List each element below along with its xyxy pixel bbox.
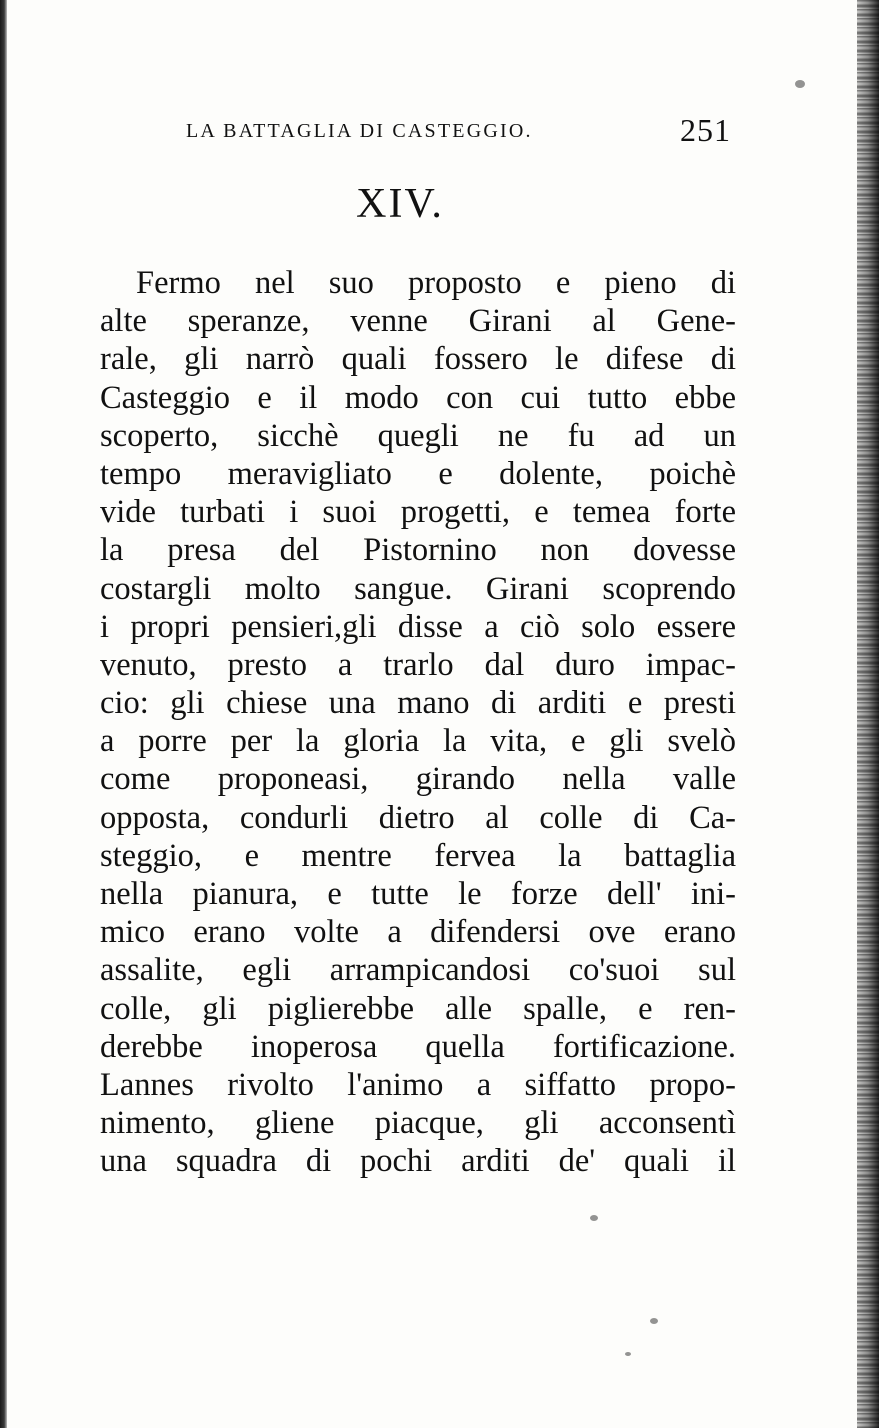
text-line: i propri pensieri,gli disse a ciò solo essere bbox=[100, 608, 736, 645]
text-line: Casteggio e il modo con cui tutto ebbe bbox=[100, 379, 736, 416]
text-line: assalite, egli arrampicandosi co'suoi sul bbox=[100, 952, 736, 989]
ink-speck bbox=[650, 1318, 658, 1324]
text-line: come proponeasi, girando nella valle bbox=[100, 761, 736, 798]
text-line: derebbe inoperosa quella fortificazione. bbox=[100, 1028, 736, 1065]
text-line: cio: gli chiese una mano di arditi e presti bbox=[100, 685, 736, 722]
body-text bbox=[100, 264, 736, 1181]
text-line: la presa del Pistornino non dovesse bbox=[100, 532, 736, 569]
text-line: colle, gli piglierebbe alle spalle, e ren- bbox=[100, 990, 736, 1027]
running-head: LA BATTAGLIA DI CASTEGGIO. bbox=[186, 120, 533, 142]
text-line: scoperto, sicchè quegli ne fu ad un bbox=[100, 417, 736, 454]
text-line: una squadra di pochi arditi de' quali il bbox=[100, 1143, 736, 1180]
text-line: venuto, presto a trarlo dal duro impac- bbox=[100, 646, 736, 683]
text-line: a porre per la gloria la vita, e gli svelò bbox=[100, 723, 736, 760]
ink-speck bbox=[590, 1215, 598, 1221]
text-line: mico erano volte a difendersi ove erano bbox=[100, 914, 736, 951]
text-line: tempo meravigliato e dolente, poichè bbox=[100, 455, 736, 492]
text-line: rale, gli narrò quali fossero le difese di bbox=[100, 341, 736, 378]
page-header bbox=[186, 112, 731, 152]
text-line: nella pianura, e tutte le forze dell' ini- bbox=[100, 876, 736, 912]
text-line: Fermo nel suo proposto e pieno di bbox=[136, 265, 736, 301]
ink-speck bbox=[795, 80, 805, 88]
text-line: nimento, gliene piacque, gli acconsentì bbox=[100, 1105, 736, 1142]
page-edge bbox=[857, 0, 879, 1428]
ink-speck bbox=[625, 1352, 631, 1356]
chapter-numeral: XIV. bbox=[356, 181, 444, 227]
text-line: costargli molto sangue. Girani scoprendo bbox=[100, 570, 736, 607]
page-number: 251 bbox=[680, 112, 731, 148]
text-line: Lannes rivolto l'animo a siffatto propo- bbox=[100, 1066, 736, 1103]
text-line: vide turbati i suoi progetti, e temea forte bbox=[100, 494, 736, 531]
text-line: opposta, condurli dietro al colle di Ca- bbox=[100, 799, 736, 836]
text-line: steggio, e mentre fervea la battaglia bbox=[100, 837, 736, 874]
text-line: alte speranze, venne Girani al Gene- bbox=[100, 303, 736, 340]
